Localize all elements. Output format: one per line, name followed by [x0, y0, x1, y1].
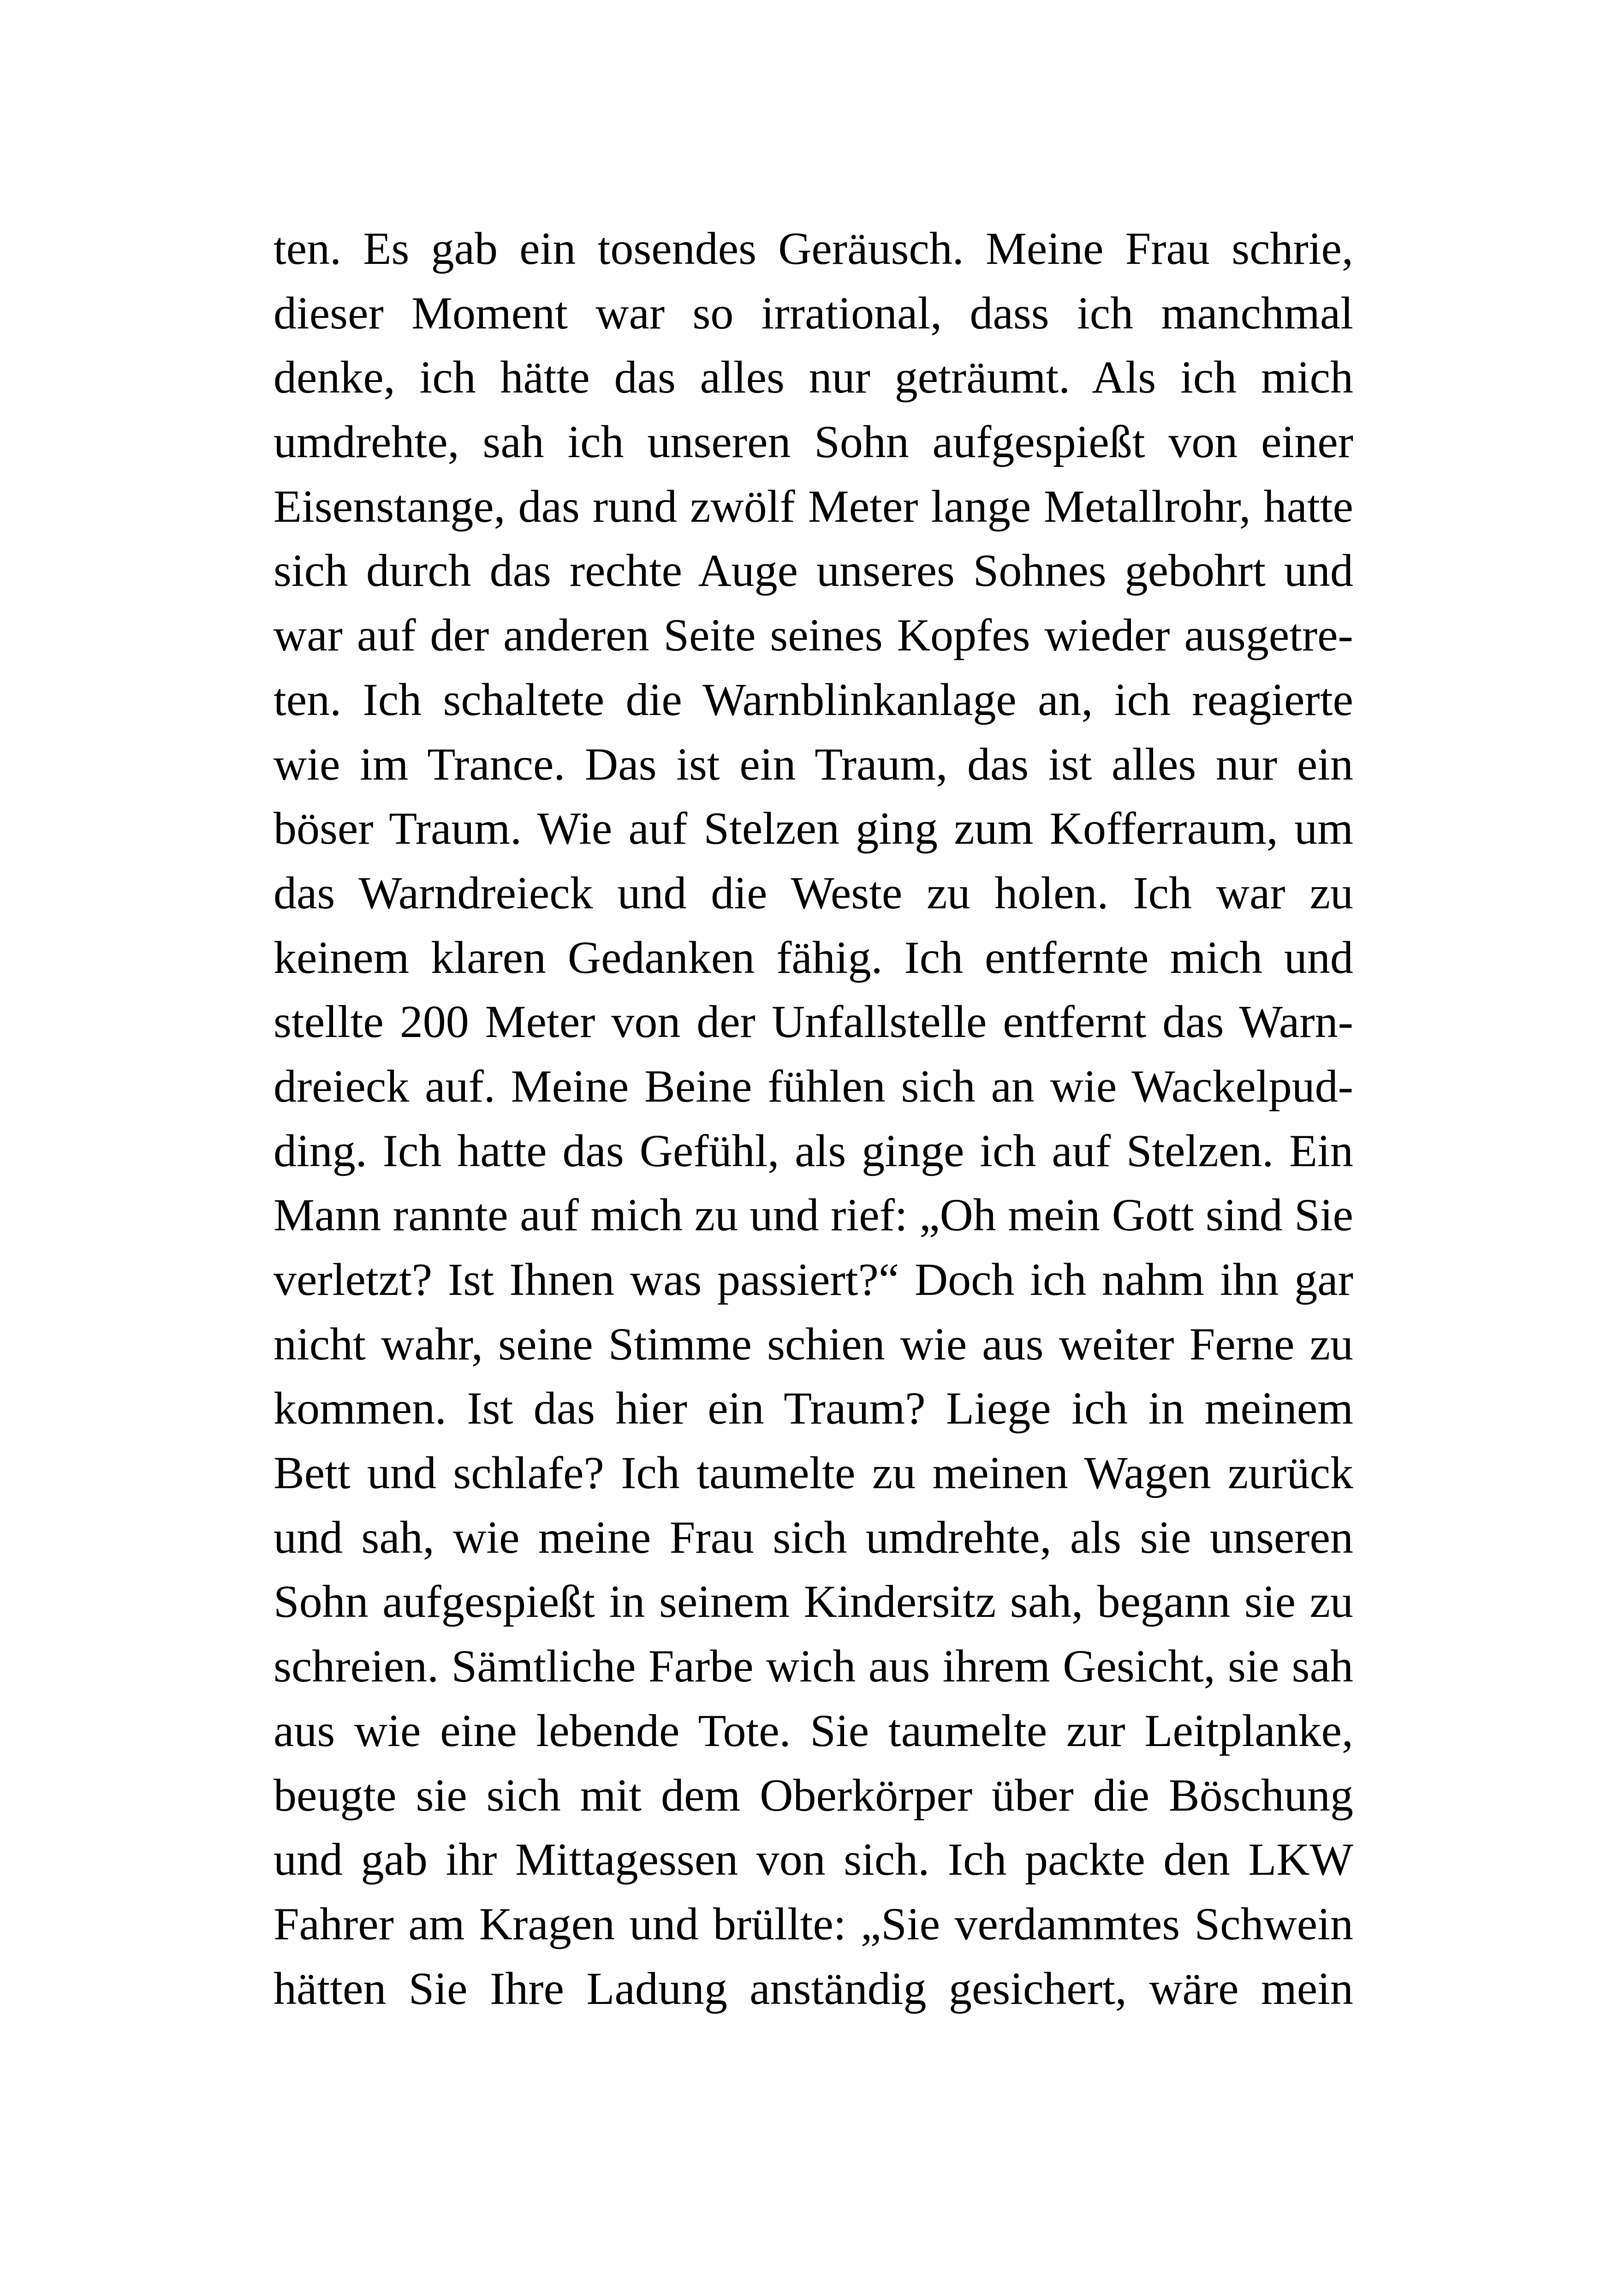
text-line: Mann rannte auf mich zu und rief: „Oh mein Gott sind Sie — [274, 1189, 1353, 1241]
text-line: denke, ich hätte das alles nur geträumt. Als ich mich — [274, 352, 1353, 403]
text-line: hätten Sie Ihre Ladung anständig gesichert, wäre mein — [274, 1962, 1353, 2014]
text-line: stellte 200 Meter von der Unfallstelle entfernt das Warn- — [274, 996, 1353, 1048]
text-line: war auf der anderen Seite seines Kopfes wieder ausgetre- — [274, 609, 1353, 661]
text-line: das Warndreieck und die Weste zu holen. Ich war zu — [274, 867, 1353, 918]
text-line: dreieck auf. Meine Beine fühlen sich an wie Wackelpud- — [274, 1060, 1353, 1112]
text-line: Fahrer am Kragen und brüllte: „Sie verdammtes Schwein — [274, 1898, 1353, 1949]
text-line: sich durch das rechte Auge unseres Sohnes gebohrt und — [274, 545, 1353, 596]
text-line: wie im Trance. Das ist ein Traum, das ist alles nur ein — [274, 738, 1353, 790]
text-line: umdrehte, sah ich unseren Sohn aufgespießt von einer — [274, 416, 1353, 468]
text-line: aus wie eine lebende Tote. Sie taumelte zur Leitplanke, — [274, 1705, 1353, 1756]
text-line: und sah, wie meine Frau sich umdrehte, als sie unseren — [274, 1511, 1353, 1563]
text-line: Bett und schlafe? Ich taumelte zu meinen Wagen zurück — [274, 1447, 1353, 1499]
text-line: schreien. Sämtliche Farbe wich aus ihrem Gesicht, sie sah — [274, 1640, 1353, 1692]
text-line: Eisenstange, das rund zwölf Meter lange Metallrohr, hatte — [274, 480, 1353, 532]
text-line: ten. Es gab ein tosendes Geräusch. Meine Frau schrie, — [274, 223, 1353, 274]
text-line: dieser Moment war so irrational, dass ich manchmal — [274, 287, 1353, 339]
text-line: ten. Ich schaltete die Warnblinkanlage an, ich reagierte — [274, 674, 1353, 725]
text-line: nicht wahr, seine Stimme schien wie aus weiter Ferne zu — [274, 1318, 1353, 1370]
text-line: beugte sie sich mit dem Oberkörper über die Böschung — [274, 1769, 1353, 1821]
text-line: kommen. Ist das hier ein Traum? Liege ich in meinem — [274, 1383, 1353, 1434]
text-line: böser Traum. Wie auf Stelzen ging zum Kofferraum, um — [274, 803, 1353, 854]
text-line: verletzt? Ist Ihnen was passiert?“ Doch ich nahm ihn gar — [274, 1254, 1353, 1305]
body-text — [274, 216, 1353, 2021]
text-line: ding. Ich hatte das Gefühl, als ginge ich auf Stelzen. Ein — [274, 1125, 1353, 1176]
text-line: keinem klaren Gedanken fähig. Ich entfernte mich und — [274, 931, 1353, 983]
text-line: und gab ihr Mittagessen von sich. Ich packte den LKW — [274, 1834, 1353, 1885]
text-line: Sohn aufgespießt in seinem Kindersitz sah, begann sie zu — [274, 1576, 1353, 1627]
